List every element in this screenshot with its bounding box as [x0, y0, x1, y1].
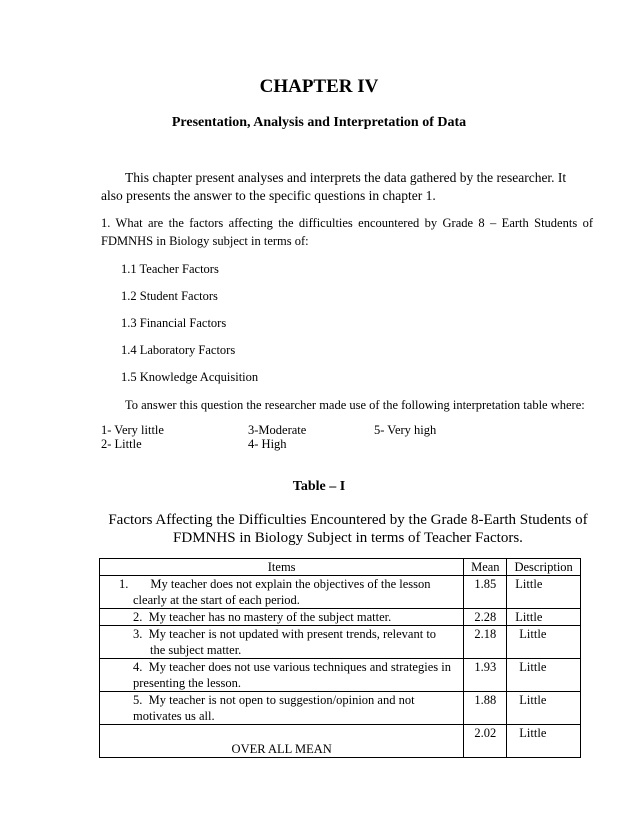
item-text-continued: motivates us all.: [133, 709, 215, 723]
description-value: Little: [507, 692, 581, 725]
table-caption-line-1: Factors Affecting the Difficulties Encountered by the Grade 8-Earth Students of: [108, 512, 588, 528]
factor-item: 1.3 Financial Factors: [121, 316, 227, 330]
item-cell: [100, 626, 464, 659]
table-row: [100, 576, 581, 609]
table-row: [100, 626, 581, 659]
question-line-2: FDMNHS in Biology subject in terms of:: [101, 234, 309, 248]
description-value: Little: [507, 609, 581, 626]
mean-value: 1.93: [464, 659, 507, 692]
factor-item: 1.2 Student Factors: [121, 289, 218, 303]
item-cell: [100, 659, 464, 692]
table-row: [100, 659, 581, 692]
intro-line-1: This chapter present analyses and interprets the data gathered by the researcher. It: [125, 170, 567, 185]
mean-value: 1.85: [464, 576, 507, 609]
description-value: Little: [507, 626, 581, 659]
scale-item: 4- High: [248, 437, 287, 451]
overall-mean: 2.02: [464, 725, 507, 758]
factor-item: 1.5 Knowledge Acquisition: [121, 370, 259, 384]
chapter-title: CHAPTER IV: [259, 76, 379, 97]
overall-description: Little: [507, 725, 581, 758]
table-caption-line-2: FDMNHS in Biology Subject in terms of Teacher Factors.: [173, 530, 523, 546]
table-header-row: [100, 559, 581, 576]
item-cell: [100, 576, 464, 609]
mean-value: 2.28: [464, 609, 507, 626]
scale-item: 3-Moderate: [248, 423, 307, 437]
overall-label: OVER ALL MEAN: [100, 725, 464, 758]
item-text: My teacher has no mastery of the subject matter.: [148, 610, 392, 624]
item-text-continued: the subject matter.: [150, 643, 242, 657]
item-text-continued: clearly at the start of each period.: [133, 593, 300, 607]
answer-intro: To answer this question the researcher made use of the following interpretation table where:: [125, 398, 585, 412]
scale-item: 5- Very high: [374, 423, 437, 437]
item-cell: [100, 609, 464, 626]
table-label: Table – I: [292, 479, 346, 494]
mean-value: 1.88: [464, 692, 507, 725]
intro-line-2: also presents the answer to the specific questions in chapter 1.: [101, 188, 436, 203]
mean-value: 2.18: [464, 626, 507, 659]
item-text: My teacher does not use various techniques and strategies in: [148, 660, 451, 674]
scale-item: 2- Little: [101, 437, 142, 451]
scale-item: 1- Very little: [101, 423, 164, 437]
header-description: Description: [507, 559, 581, 576]
item-number: 4.: [133, 660, 143, 674]
item-text: My teacher does not explain the objectives of the lesson: [150, 577, 431, 591]
item-text: My teacher is not updated with present trends, relevant to: [148, 627, 437, 641]
teacher-factors-table: [99, 558, 581, 758]
item-number: 3.: [133, 627, 143, 641]
question-line-1: 1. What are the factors affecting the difficulties encountered by Grade 8 – Earth Students of: [101, 216, 593, 230]
description-value: Little: [507, 659, 581, 692]
overall-row: [100, 725, 581, 758]
header-items: Items: [100, 559, 464, 576]
header-mean: Mean: [464, 559, 507, 576]
chapter-subtitle: Presentation, Analysis and Interpretation of Data: [171, 115, 467, 130]
item-text: My teacher is not open to suggestion/opinion and not: [148, 693, 415, 707]
table-row: [100, 609, 581, 626]
description-value: Little: [507, 576, 581, 609]
table-row: [100, 692, 581, 725]
factor-item: 1.1 Teacher Factors: [121, 262, 219, 276]
item-text-continued: presenting the lesson.: [133, 676, 241, 690]
item-number: 5.: [133, 693, 143, 707]
item-cell: [100, 692, 464, 725]
item-number: 1.: [119, 577, 129, 591]
item-number: 2.: [133, 610, 143, 624]
factor-item: 1.4 Laboratory Factors: [121, 343, 236, 357]
